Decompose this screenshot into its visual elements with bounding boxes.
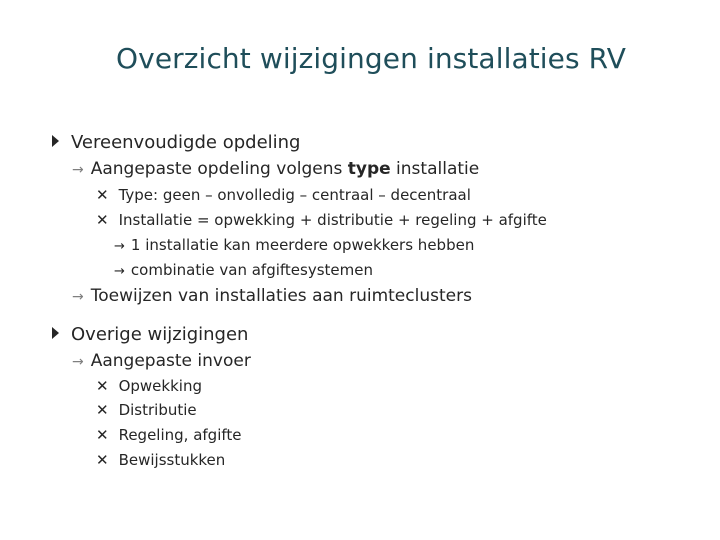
item-label: Bewijsstukken (118, 451, 226, 469)
sub-bold: type (347, 159, 391, 179)
sub-toewijzen (72, 286, 472, 306)
item-opwekking (96, 377, 202, 395)
cross-icon: ✕ (96, 401, 109, 419)
bullet-overige (52, 324, 248, 345)
bullet-label: Vereenvoudigde opdeling (71, 132, 301, 153)
sub-label: Aangepaste invoer (90, 351, 251, 371)
cross-icon: ✕ (96, 211, 109, 229)
sub-label: Toewijzen van installaties aan ruimteclusters (90, 286, 472, 306)
sub-suffix: installatie (390, 159, 480, 179)
subitem-opwekkers (114, 236, 474, 254)
subitem-label: 1 installatie kan meerdere opwekkers hebben (130, 236, 475, 254)
item-type (96, 186, 471, 204)
sub-aangepaste-invoer (72, 351, 251, 371)
sub-prefix: Aangepaste opdeling volgens (90, 159, 348, 179)
item-regeling (96, 426, 242, 444)
triangle-bullet-icon (52, 327, 59, 339)
item-label: Distributie (118, 401, 197, 419)
item-label: Installatie = opwekking + distributie + regeling + afgifte (118, 211, 547, 229)
arrow-icon: → (114, 264, 125, 279)
arrow-icon: → (72, 162, 84, 178)
item-distributie (96, 401, 197, 419)
subitem-afgifte (114, 261, 373, 279)
item-label: Type: geen – onvolledig – centraal – decentraal (118, 186, 471, 204)
arrow-icon: → (72, 289, 84, 305)
slide-title: Overzicht wijzigingen installaties RV (116, 42, 626, 75)
item-label: Regeling, afgifte (118, 426, 242, 444)
bullet-vereenvoudigde (52, 132, 300, 153)
arrow-icon: → (114, 239, 125, 254)
cross-icon: ✕ (96, 377, 109, 395)
subitem-label: combinatie van afgiftesystemen (130, 261, 373, 279)
cross-icon: ✕ (96, 451, 109, 469)
triangle-bullet-icon (52, 135, 59, 147)
bullet-label: Overige wijzigingen (71, 324, 249, 345)
cross-icon: ✕ (96, 186, 109, 204)
sub-aangepaste-opdeling (72, 159, 479, 179)
item-bewijsstukken (96, 451, 225, 469)
arrow-icon: → (72, 354, 84, 370)
item-label: Opwekking (118, 377, 202, 395)
cross-icon: ✕ (96, 426, 109, 444)
item-installatie (96, 211, 547, 229)
